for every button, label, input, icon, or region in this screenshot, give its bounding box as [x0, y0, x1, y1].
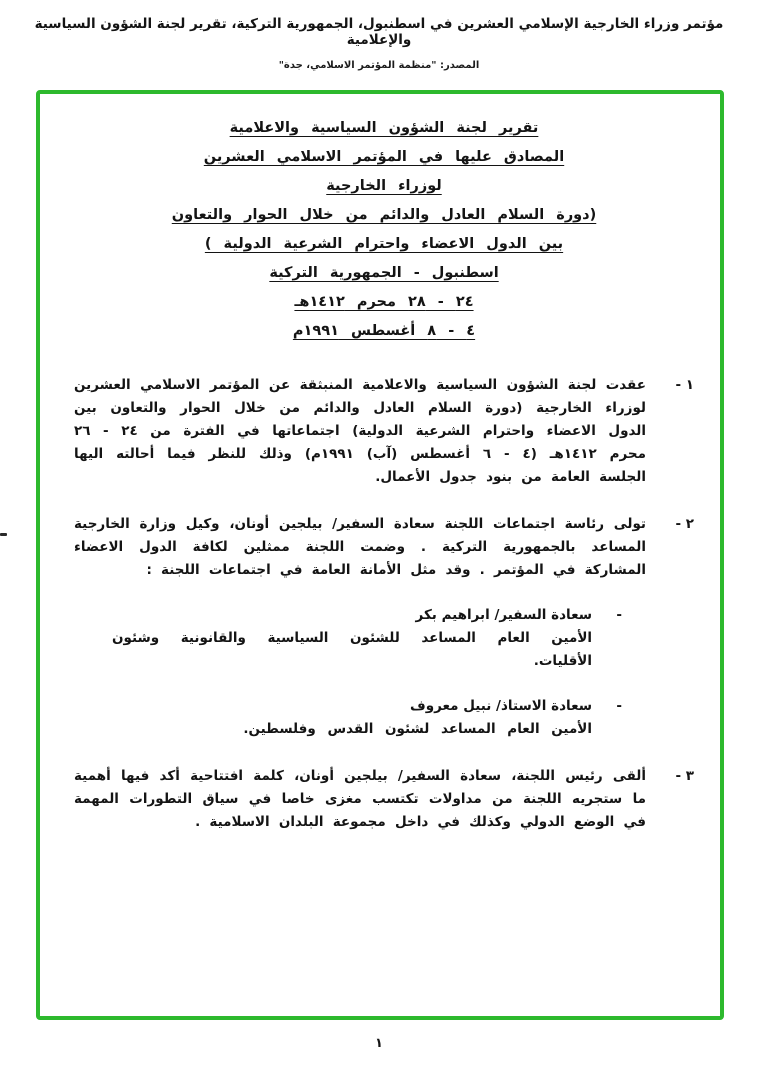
list-item-2-title: سعادة الاستاذ/ نبيل معروف	[410, 698, 592, 714]
paragraph-2-text: تولى رئاسة اجتماعات اللجنة سعادة السفير/ بيلجين أونان، وكيل وزارة الخارجية المساعد بالجمهورية التركية . وضمت اللجنة ممثلين لكافة الدول الاعضاء المشاركة في المؤتمر . وقد مثل الأمانة العامة في اجتماعات اللجنة :	[74, 516, 646, 578]
title-line-4: (دورة السلام العادل والدائم من خلال الحوار والتعاون	[171, 207, 597, 223]
list-item-1-content	[112, 604, 592, 673]
document-title-block	[74, 114, 694, 346]
paragraph-2-number: ٢ -	[675, 516, 694, 532]
title-line-8: ٤ - ٨ أغسطس ١٩٩١م	[292, 323, 476, 339]
letterhead-source: المصدر: "منظمة المؤتمر الاسلامي، جدة"	[278, 60, 480, 71]
title-line-3: لوزراء الخارجية	[326, 178, 442, 194]
title-line-1: تقرير لجنة الشؤون السياسية والاعلامية	[229, 120, 539, 136]
title-line-7: ٢٤ - ٢٨ محرم ١٤١٢هـ	[294, 294, 474, 310]
scan-artifact	[0, 533, 7, 536]
paragraph-1-text: عقدت لجنة الشؤون السياسية والاعلامية المنبثقة عن المؤتمر الاسلامي العشرين لوزراء الخارجية (دورة السلام العادل والدائم من خلال الحوار والتعاون بين الدول الاعضاء واحترام الشرعية الدولية) اجتماعاتها في الفترة من ٢٤ - ٢٦ محرم ١٤١٢هـ (٤ - ٦ أغسطس (آب) ١٩٩١م) وذلك للنظر فيما أحالته اليها الجلسة العامة من بنود جدول الأعمال.	[74, 377, 646, 485]
paragraph-2	[74, 513, 694, 582]
list-item-2-content	[243, 695, 592, 741]
document-body	[74, 374, 694, 834]
paragraph-3-text: ألقى رئيس اللجنة، سعادة السفير/ بيلجين أونان، كلمة افتتاحية أكد فيها أهمية ما ستجريه اللجنة من مداولات تكتسب مغزى خاصا في سياق التطورات المهمة في الوضع الدولي وكذلك في داخل مجموعة البلدان الاسلامية .	[74, 768, 646, 830]
document-frame	[36, 90, 724, 1020]
list-item-1-dash: -	[616, 607, 622, 623]
list-item-1-description: الأمين العام المساعد للشئون السياسية والقانونية وشئون الأقليات.	[112, 630, 592, 669]
page-number: ١	[375, 1036, 383, 1051]
letterhead	[0, 0, 758, 71]
list-item-2-dash: -	[616, 698, 622, 714]
list-item-2-description: الأمين العام المساعد لشئون القدس وفلسطين.	[243, 721, 592, 737]
paragraph-3-number: ٣ -	[675, 768, 694, 784]
title-line-5: بين الدول الاعضاء واحترام الشرعية الدولية )	[204, 236, 564, 252]
title-line-6: اسطنبول - الجمهورية التركية	[269, 265, 499, 281]
letterhead-title: مؤتمر وزراء الخارجية الإسلامي العشرين في اسطنبول، الجمهورية التركية، تقرير لجنة الشؤون السياسية والإعلامية	[34, 16, 724, 48]
list-item-2	[74, 695, 694, 741]
list-item-1	[74, 604, 694, 673]
title-line-2: المصادق عليها في المؤتمر الاسلامي العشرين	[203, 149, 565, 165]
paragraph-1	[74, 374, 694, 489]
paragraph-3	[74, 765, 694, 834]
list-item-1-title: سعادة السفير/ ابراهيم بكر	[415, 607, 592, 623]
paragraph-1-number: ١ -	[675, 377, 694, 393]
